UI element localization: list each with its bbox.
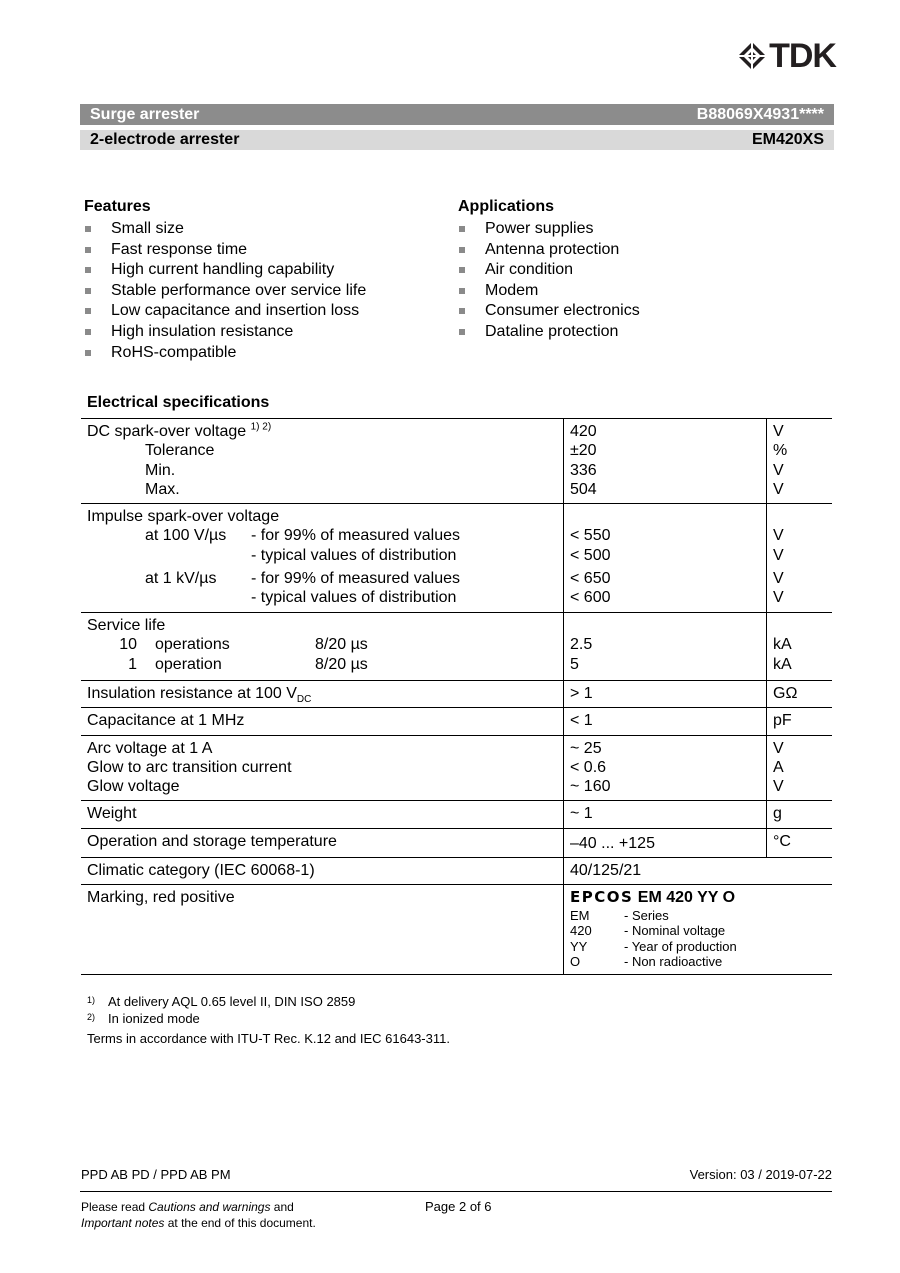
dc-min-unit: V [773,461,784,479]
list-item [458,260,640,281]
table-row [81,708,832,735]
impulse-r1-desc: - for 99% of measured values [251,527,460,545]
features-section [84,198,366,363]
list-item [84,219,366,240]
dc-max-value: 504 [570,480,597,498]
insulation-value: > 1 [570,684,593,702]
table-row [81,858,832,885]
arc-r1-label: Arc voltage at 1 A [87,739,213,757]
dc-min-value: 336 [570,461,597,479]
list-item-label: Antenna protection [485,240,620,258]
arc-r2-value: < 0.6 [570,758,607,776]
footer-divider [80,1191,832,1192]
temperature-value: –40 ... +125 [570,834,655,852]
marking-legend-desc: - Non radioactive [624,954,723,970]
bullet-square-icon [85,288,91,294]
list-item [84,343,366,364]
arc-r2-unit: A [773,758,784,776]
list-item [458,281,640,302]
capacitance-value: < 1 [570,712,593,730]
page-number: Page 2 of 6 [425,1199,492,1214]
bullet-square-icon [85,350,91,356]
dc-tolerance-unit: % [773,442,788,460]
service-r2-value: 5 [570,656,579,674]
table-row [81,885,832,974]
climatic-label: Climatic category (IEC 60068-1) [87,862,315,880]
climatic-value: 40/125/21 [570,862,642,880]
impulse-label: Impulse spark-over voltage [87,508,280,526]
footer-department: PPD AB PD / PPD AB PM [81,1167,231,1182]
dc-note-ref: 1) 2) [250,421,272,433]
applications-title: Applications [458,198,555,215]
footer-note-mid: and [270,1200,294,1214]
service-r1-value: 2.5 [570,635,593,653]
dc-tolerance-label: Tolerance [145,442,215,460]
marking-legend [570,908,826,970]
service-r1-unit: kA [773,635,792,653]
impulse-r2-unit: V [773,546,784,564]
list-item-label: High insulation resistance [111,322,294,340]
arc-r3-unit: V [773,778,784,796]
arc-r1-unit: V [773,739,784,757]
list-item [458,301,640,322]
specs-table [81,418,832,975]
product-category: Surge arrester [90,106,200,123]
footnote-1-mark: 1) [87,995,96,1005]
dc-unit: V [773,423,784,440]
marking-legend-key: O [570,954,581,970]
header-bar-primary [80,104,834,125]
list-item-label: Small size [111,220,184,237]
header-bar-secondary [80,130,834,150]
applications-list [458,219,640,343]
arc-r1-value: ~ 25 [570,739,602,757]
footnote-2 [87,1011,200,1027]
marking-legend-desc: - Year of production [624,938,737,954]
marking-legend-row [570,908,826,924]
footer-note-important: Important notes [81,1216,165,1230]
list-item-label: High current handling capability [111,261,335,279]
tdk-diamond-logo-icon [737,41,767,71]
terms-note: Terms in accordance with ITU-T Rec. K.12 and IEC 61643-311. [87,1031,450,1046]
bullet-square-icon [459,226,465,232]
footer-note-cautions: Cautions and warnings [148,1200,271,1214]
bullet-square-icon [459,267,465,273]
tdk-logo [737,38,836,74]
impulse-r3-value: < 650 [570,570,611,588]
product-subtitle: 2-electrode arrester [90,131,240,148]
bullet-square-icon [459,308,465,314]
dc-value: 420 [570,423,597,440]
impulse-r2-value: < 500 [570,546,611,564]
list-item-label: Dataline protection [485,322,619,340]
capacitance-label: Capacitance at 1 MHz [87,712,245,730]
marking-legend-desc: - Nominal voltage [624,923,726,939]
impulse-r1-value: < 550 [570,527,611,545]
marking-code-line [570,888,826,907]
table-row [81,419,832,504]
list-item-label: Air condition [485,261,574,279]
footnote-1 [87,994,355,1010]
features-list [84,219,366,363]
list-item-label: Stable performance over service life [111,281,367,299]
marking-legend-key: YY [570,938,588,954]
service-r2-count: 1 [128,656,137,674]
temperature-unit: °C [773,832,791,850]
service-r1-op: operations [155,635,230,653]
service-r1-count: 10 [119,635,137,653]
insulation-unit: GΩ [773,684,798,702]
table-row [81,801,832,828]
dc-max-unit: V [773,480,784,498]
applications-section [458,198,640,343]
weight-unit: g [773,805,782,823]
specs-title: Electrical specifications [87,394,270,411]
footer-note-prefix: Please read [81,1200,149,1214]
bullet-square-icon [459,247,465,253]
service-r2-op: operation [155,656,222,674]
logo-text: TDK [769,37,836,75]
impulse-r4-value: < 600 [570,589,611,607]
marking-legend-key: 420 [570,923,592,939]
impulse-r3-at: at 1 kV/µs [145,570,217,588]
service-label: Service life [87,616,166,634]
footnote-1-text: At delivery AQL 0.65 level II, DIN ISO 2859 [108,994,356,1009]
bullet-square-icon [85,329,91,335]
marking-label: Marking, red positive [87,889,235,907]
impulse-r3-desc: - for 99% of measured values [251,570,460,588]
arc-r3-value: ~ 160 [570,778,611,796]
bullet-square-icon [85,226,91,232]
dc-min-label: Min. [145,461,176,479]
epcos-brand-logo: EPCOS [570,888,634,907]
bullet-square-icon [85,267,91,273]
impulse-r1-unit: V [773,527,784,545]
bullet-square-icon [85,247,91,253]
bullet-square-icon [85,308,91,314]
list-item-label: RoHS-compatible [111,343,237,361]
impulse-r4-unit: V [773,589,784,607]
bullet-square-icon [459,329,465,335]
footer-note-suffix: at the end of this document. [164,1216,316,1230]
list-item-label: Consumer electronics [485,302,640,320]
dc-max-label: Max. [145,480,180,498]
list-item-label: Low capacitance and insertion loss [111,302,360,320]
part-number: B88069X4931**** [696,106,824,123]
marking-legend-row [570,939,826,955]
weight-value: ~ 1 [570,805,593,823]
dc-tolerance-value: ±20 [570,442,597,460]
impulse-r3-unit: V [773,570,784,588]
list-item [84,260,366,281]
arc-r2-label: Glow to arc transition current [87,758,292,776]
list-item [458,322,640,343]
list-item-label: Power supplies [485,220,594,237]
list-item-label: Fast response time [111,240,248,258]
impulse-r2-desc: - typical values of distribution [251,546,457,564]
service-r2-unit: kA [773,656,792,674]
dc-label: DC spark-over voltage [87,423,247,440]
bullet-square-icon [459,288,465,294]
table-row [81,612,832,680]
list-item [84,322,366,343]
service-r1-wave: 8/20 µs [315,635,368,653]
arc-r3-label: Glow voltage [87,778,180,796]
table-row [81,504,832,612]
list-item [84,281,366,302]
product-type: EM420XS [751,131,824,148]
marking-code: EM 420 YY O [637,889,736,907]
footer-note [81,1199,316,1231]
features-title: Features [84,198,151,215]
table-row [81,828,832,857]
footer-version: Version: 03 / 2019-07-22 [689,1167,832,1182]
capacitance-unit: pF [773,712,792,730]
footnote-2-mark: 2) [87,1012,96,1022]
service-r2-wave: 8/20 µs [315,656,368,674]
weight-label: Weight [87,805,137,823]
insulation-label-sub: DC [296,694,312,706]
list-item [458,240,640,261]
marking-legend-desc: - Series [624,907,669,923]
marking-legend-row [570,923,826,939]
marking-legend-key: EM [570,907,590,923]
list-item [84,240,366,261]
impulse-r1-at: at 100 V/µs [145,527,227,545]
list-item [458,219,640,240]
temperature-label: Operation and storage temperature [87,832,337,850]
footnote-2-text: In ionized mode [108,1011,200,1026]
insulation-label: Insulation resistance at 100 V [87,684,297,702]
table-row [81,680,832,707]
list-item [84,301,366,322]
table-row [81,735,832,801]
list-item-label: Modem [485,281,539,299]
impulse-r4-desc: - typical values of distribution [251,589,457,607]
marking-legend-row [570,954,826,970]
